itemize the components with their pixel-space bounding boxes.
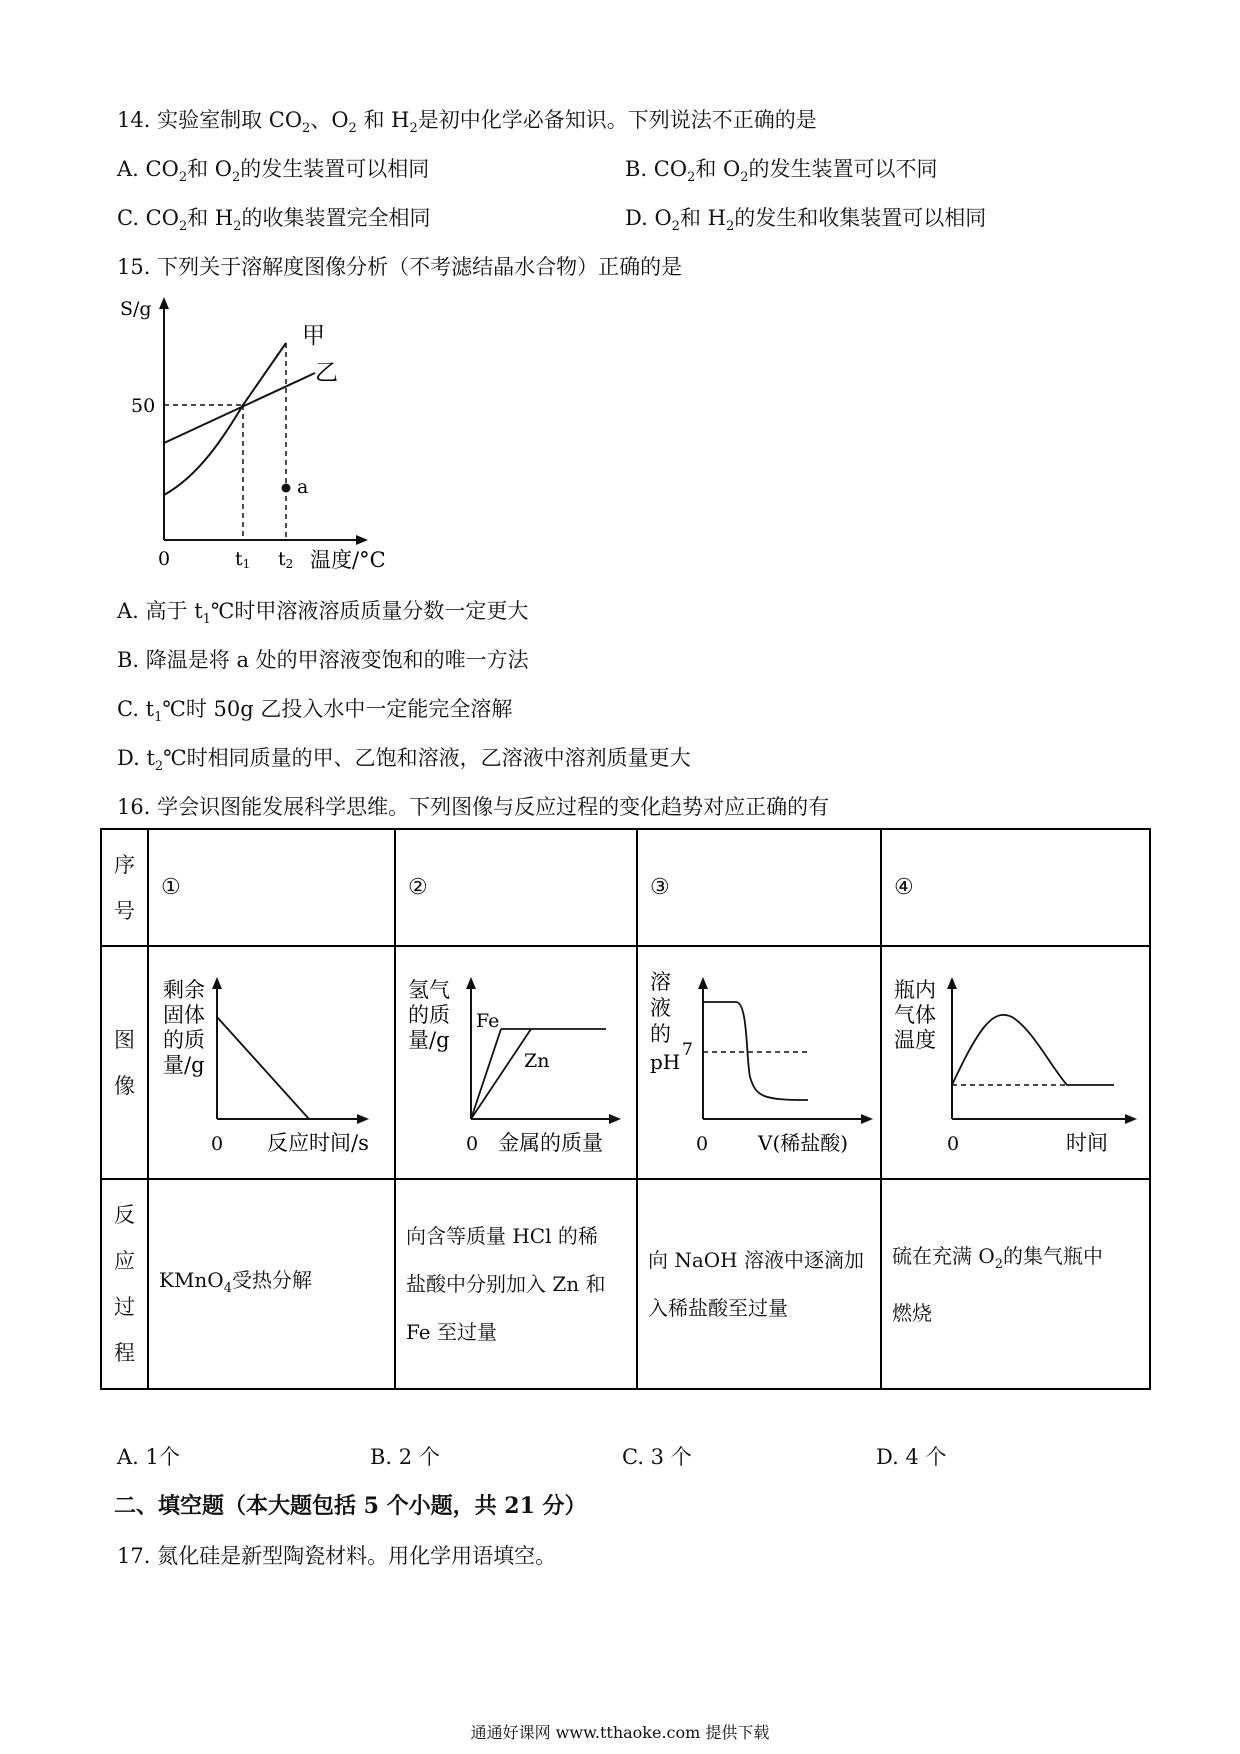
- q16-option-c: C. 3 个: [622, 1445, 692, 1469]
- svg-text:7: 7: [682, 1040, 693, 1060]
- point-a-marker: [282, 484, 291, 493]
- row-head-graph: 图 像: [101, 946, 148, 1179]
- cell-graph-3: [637, 946, 881, 1179]
- svg-text:0: 0: [211, 1133, 224, 1155]
- svg-text:瓶内: 瓶内: [894, 978, 936, 1002]
- footer-credit: 通通好课网 www.tthaoke.com 提供下载: [470, 1723, 770, 1742]
- svg-text:Zn: Zn: [524, 1050, 550, 1072]
- cell-process-1: KMnO$_4$受热分解: [148, 1179, 395, 1389]
- solubility-graph: [110, 295, 410, 575]
- q14-option-d: D. $O_2$和 $H_2$的发生和收集装置可以相同: [625, 206, 987, 235]
- svg-text:液: 液: [650, 996, 671, 1020]
- series-label-yi: 乙: [315, 360, 338, 386]
- svg-text:0: 0: [947, 1133, 960, 1155]
- q16-table: [100, 828, 1151, 1390]
- cell-graph-2: [395, 946, 637, 1179]
- q14-option-a: A. $CO_2$和 $O_2$的发生装置可以相同: [117, 157, 430, 186]
- table-row-number: [101, 829, 1150, 946]
- graph-4: [882, 947, 1149, 1173]
- graph-3-curve: [703, 1002, 808, 1100]
- svg-text:反应时间/s: 反应时间/s: [267, 1131, 369, 1155]
- svg-text:V(稀盐酸): V(稀盐酸): [758, 1131, 849, 1155]
- row-head-number: 序 号: [101, 829, 148, 946]
- svg-text:Fe: Fe: [476, 1010, 500, 1032]
- q16-stem: 16. 学会识图能发展科学思维。下列图像与反应过程的变化趋势对应正确的有: [117, 795, 830, 819]
- table-row-process: [101, 1179, 1150, 1389]
- curve-jia: [164, 343, 286, 495]
- svg-text:pH: pH: [650, 1050, 681, 1074]
- y-tick-50: 50: [131, 395, 156, 417]
- origin-label: 0: [158, 548, 171, 570]
- q16-option-b: B. 2 个: [370, 1445, 440, 1469]
- x-axis-label: 温度/°C: [310, 548, 386, 572]
- q16-option-a: A. 1个: [117, 1445, 180, 1469]
- t2-label: t2: [278, 548, 294, 571]
- cell-num-2: ②: [395, 829, 637, 946]
- cell-graph-1: [148, 946, 395, 1179]
- cell-process-4: 硫在充满 $O_2$的集气瓶中 燃烧: [881, 1179, 1150, 1389]
- q15-option-c: C. $t_1℃$时 50g 乙投入水中一定能完全溶解: [117, 697, 513, 726]
- svg-text:0: 0: [696, 1133, 709, 1155]
- cell-graph-4: [881, 946, 1150, 1179]
- section-heading: 二、填空题（本大题包括 5 个小题，共 21 分）: [114, 1493, 587, 1519]
- svg-text:时间: 时间: [1066, 1131, 1108, 1155]
- x-axis-arrow: [356, 535, 368, 545]
- q15-option-a: A. 高于 $t_1℃$时甲溶液溶质质量分数一定更大: [117, 599, 529, 628]
- svg-text:气体: 气体: [894, 1003, 936, 1027]
- svg-text:剩余: 剩余: [163, 978, 205, 1002]
- y-axis-arrow: [159, 297, 169, 309]
- svg-text:温度: 温度: [894, 1028, 936, 1052]
- svg-text:的质: 的质: [408, 1003, 450, 1027]
- cell-num-3: ③: [637, 829, 881, 946]
- q16-option-d: D. 4 个: [876, 1445, 947, 1469]
- q14-option-b: B. $CO_2$和 $O_2$的发生装置可以不同: [625, 157, 938, 186]
- q17-stem: 17. 氮化硅是新型陶瓷材料。用化学用语填空。: [117, 1544, 557, 1568]
- cell-process-3: 向 NaOH 溶液中逐滴加 入稀盐酸至过量: [637, 1179, 881, 1389]
- graph-1: [149, 947, 394, 1173]
- svg-text:氢气: 氢气: [408, 978, 450, 1002]
- svg-text:量/g: 量/g: [163, 1053, 205, 1077]
- svg-text:金属的质量: 金属的质量: [498, 1131, 603, 1155]
- graph-3: [638, 947, 880, 1173]
- svg-text:溶: 溶: [650, 970, 671, 994]
- graph-4-curve: [952, 1015, 1114, 1085]
- graph-2: [396, 947, 636, 1173]
- q15-stem: 15. 下列关于溶解度图像分析（不考滤结晶水合物）正确的是: [117, 255, 683, 279]
- q15-option-b: B. 降温是将 a 处的甲溶液变饱和的唯一方法: [117, 648, 529, 672]
- graph-2-zn-line: [471, 1029, 531, 1119]
- graph-1-line: [217, 1017, 309, 1119]
- q14-stem: 14. 实验室制取 $CO_2$、$O_2$ 和 $H_2$是初中化学必备知识。下列说法不正确的是: [117, 108, 817, 137]
- svg-text:的质: 的质: [163, 1028, 205, 1052]
- q14-option-c: C. $CO_2$和 $H_2$的收集装置完全相同: [117, 206, 431, 235]
- cell-process-2: 向含等质量 HCl 的稀 盐酸中分别加入 Zn 和 Fe 至过量: [395, 1179, 637, 1389]
- t1-label: t1: [235, 548, 251, 571]
- cell-num-1: ①: [148, 829, 395, 946]
- curve-yi: [164, 373, 315, 443]
- svg-text:0: 0: [466, 1133, 479, 1155]
- q15-option-d: D. $t_2℃$时相同质量的甲、乙饱和溶液，乙溶液中溶剂质量更大: [117, 746, 691, 775]
- series-label-jia: 甲: [302, 323, 325, 349]
- svg-text:固体: 固体: [163, 1003, 205, 1027]
- svg-text:的: 的: [650, 1022, 671, 1046]
- y-axis-label: S/g: [120, 298, 152, 320]
- table-row-graph: [101, 946, 1150, 1179]
- svg-text:量/g: 量/g: [408, 1028, 450, 1052]
- point-a-label: a: [297, 476, 309, 498]
- row-head-process: 反 应 过 程: [101, 1179, 148, 1389]
- cell-num-4: ④: [881, 829, 1150, 946]
- graph-2-fe-line: [471, 1029, 501, 1119]
